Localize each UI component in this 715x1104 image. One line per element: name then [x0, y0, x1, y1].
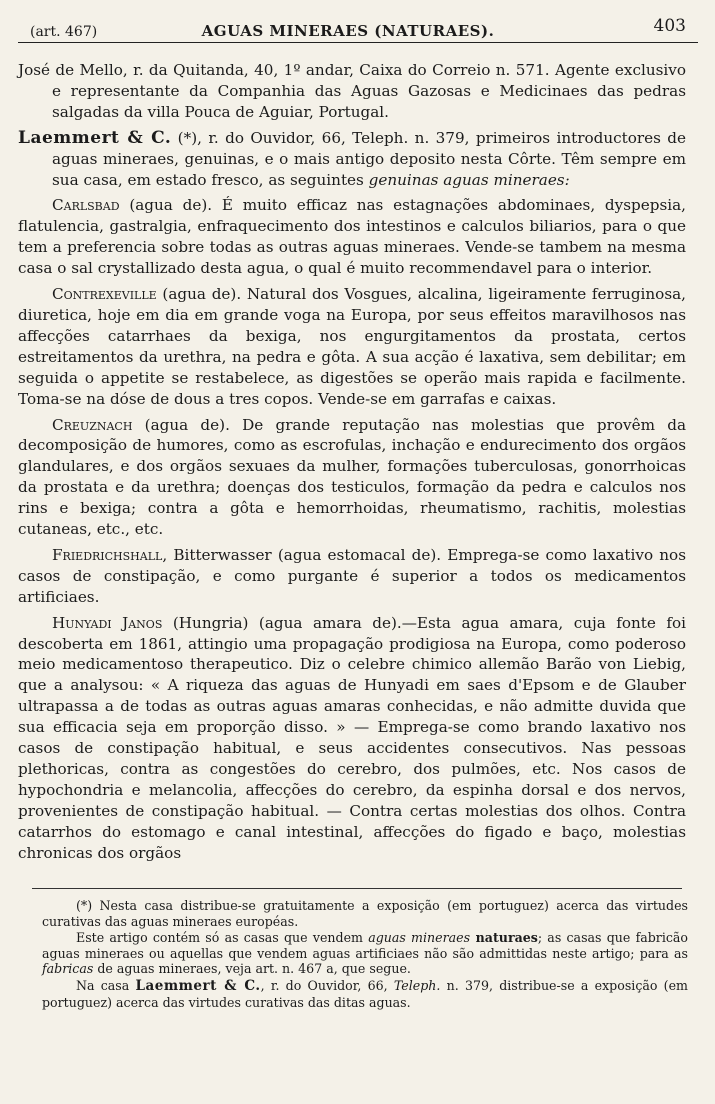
listing-italic-tail: genuinas aguas mineraes: [368, 170, 570, 189]
footnote-3 [42, 978, 688, 1010]
footnote-text: Na casa [76, 977, 136, 993]
entry-name: Creuznach [52, 415, 133, 434]
firm-name: Laemmert & C. [135, 977, 261, 994]
firm-name: Laemmert & C. [18, 127, 172, 148]
footnote-text: n. 379, distribue-se a exposição (em portuguez) acerca das virtudes curativas das ditas aguas. [42, 977, 688, 1010]
entry-friedrichshall [18, 545, 686, 608]
entry-carlsbad [18, 195, 686, 279]
entry-hunyadi-janos [18, 613, 686, 864]
footnote-text: , r. do Ouvidor, 66, [260, 977, 394, 993]
entry-text: (agua de). É muito efficaz nas estagnações abdominaes, dyspepsia, flatulencia, gastralgia, enfraquecimento dos intestinos e calculos biliarios, para o que tem a preferencia sobre todas as outras aguas mineraes. Vende-se tambem na mesma casa o sal crystallizado desta agua, o qual é muito recommendavel para o interior. [18, 196, 686, 278]
entry-text: (agua de). Natural dos Vosgues, alcalina, ligeiramente ferruginosa, diuretica, hoje em dia em grande voga na Europa, por seus effeitos maravilhosos nas affecções catarrhaes da bexiga, nos engurgitamentos da prostata, certos estreitamentos da urethra, na pedra e gôta. A sua acção é laxativa, sem debilitar; em seguida o appetite se restabelece, as digestões se operão mais rapida e facilmente. Toma-se na dóse de dous a tres copos. Vende-se em garrafas e caixas. [18, 285, 686, 408]
footnote-divider [32, 888, 682, 889]
entry-name: Friedrichshall [52, 545, 163, 564]
footnote-2 [42, 930, 688, 977]
footnote-italic: Teleph. [393, 977, 441, 993]
footnotes [42, 898, 688, 1011]
entry-contrexeville [18, 284, 686, 409]
listing-text: (*), r. do Ouvidor, 66, Teleph. n. 379, primeiros introductores de aguas mineraes, genuinas, e o mais antigo deposito nesta Côrte. Têm sempre em sua casa, em estado fresco, as seguintes [52, 128, 686, 189]
footnote-text: ; as casas que fabricão aguas mineraes ou aquellas que vendem aguas artificiaes não são admittidas neste artigo; para as [42, 930, 688, 961]
footnote-1: (*) Nesta casa distribue-se gratuitamente a exposição (em portuguez) acerca das virtudes curativas das aguas mineraes européas. [42, 898, 688, 929]
entry-text: , Bitterwasser (agua estomacal de). Emprega-se como laxativo nos casos de constipação, e como purgante é superior a todos os medicamentos artificiaes. [18, 545, 686, 606]
running-title: AGUAS MINERAES (NATURAES). [201, 22, 495, 40]
running-header [18, 14, 698, 43]
entry-text: (Hungria) (agua amara de).—Esta agua amara, cuja fonte foi descoberta em 1861, attingio uma propagação prodigiosa na Europa, como poderoso meio medicamentoso therapeutico. Diz o celebre chimico allemão Barão von Liebig, que a analysou: « A riqueza das aguas de Hunyadi em saes d'Epsom e de Glauber ultrapassa a de todas as outras aguas amaras conhecidas, e não admitte duvida que sua efficacia seja em proporção disso. » — Emprega-se como brando laxativo nos casos de constipação habitual, e seus accidentes consecutivos. Nas pessoas plethoricas, contra as congestões do cerebro, dos pulmões, etc. Nos casos de hypochondria e melancolia, affecções do cerebro, da espinha dorsal e dos nervos, provenientes de constipação habitual. — Contra certas molestias dos olhos. Contra catarrhos do estomago e canal intestinal, affecções do figado e baço, molestias chronicas dos orgãos [18, 613, 686, 862]
page-number: 403 [653, 16, 686, 36]
entry-name: Hunyadi Janos [52, 613, 163, 632]
entry-name: Contrexeville [52, 285, 157, 304]
footnote-text: Este artigo contém só as casas que vendem [76, 930, 369, 946]
entry-name: Carlsbad [52, 196, 120, 215]
footnote-text: de aguas mineraes, veja art. n. 467 a, que segue. [93, 961, 411, 977]
main-text [18, 60, 686, 869]
article-reference: (art. 467) [30, 24, 98, 40]
footnote-italic: fabricas [42, 961, 94, 977]
listing-laemmert [18, 128, 686, 191]
entry-text: (agua de). De grande reputação nas molestias que provêm da decomposição de humores, como as escrofulas, inchação e endurecimento dos orgãos glandulares, e dos orgãos sexuaes da mulher, formações tuberculosas, gonorrhoicas da prostata e da urethra; doenças dos testiculos, formação da pedra e calculos nos rins e bexiga; contra a gôta e hemorrhoidas, rheumatismo, rachitis, molestias cutaneas, etc., etc. [18, 415, 686, 539]
entry-creuznach [18, 415, 686, 540]
footnote-italic: aguas mineraes [368, 930, 471, 946]
listing-jose-de-mello: José de Mello, r. da Quitanda, 40, 1º andar, Caixa do Correio n. 571. Agente exclusivo e representante da Companhia das Aguas Gazosas e Medicinaes das pedras salgadas da villa Pouca de Aguiar, Portugal. [18, 61, 686, 121]
footnote-bold: naturaes [470, 930, 538, 946]
